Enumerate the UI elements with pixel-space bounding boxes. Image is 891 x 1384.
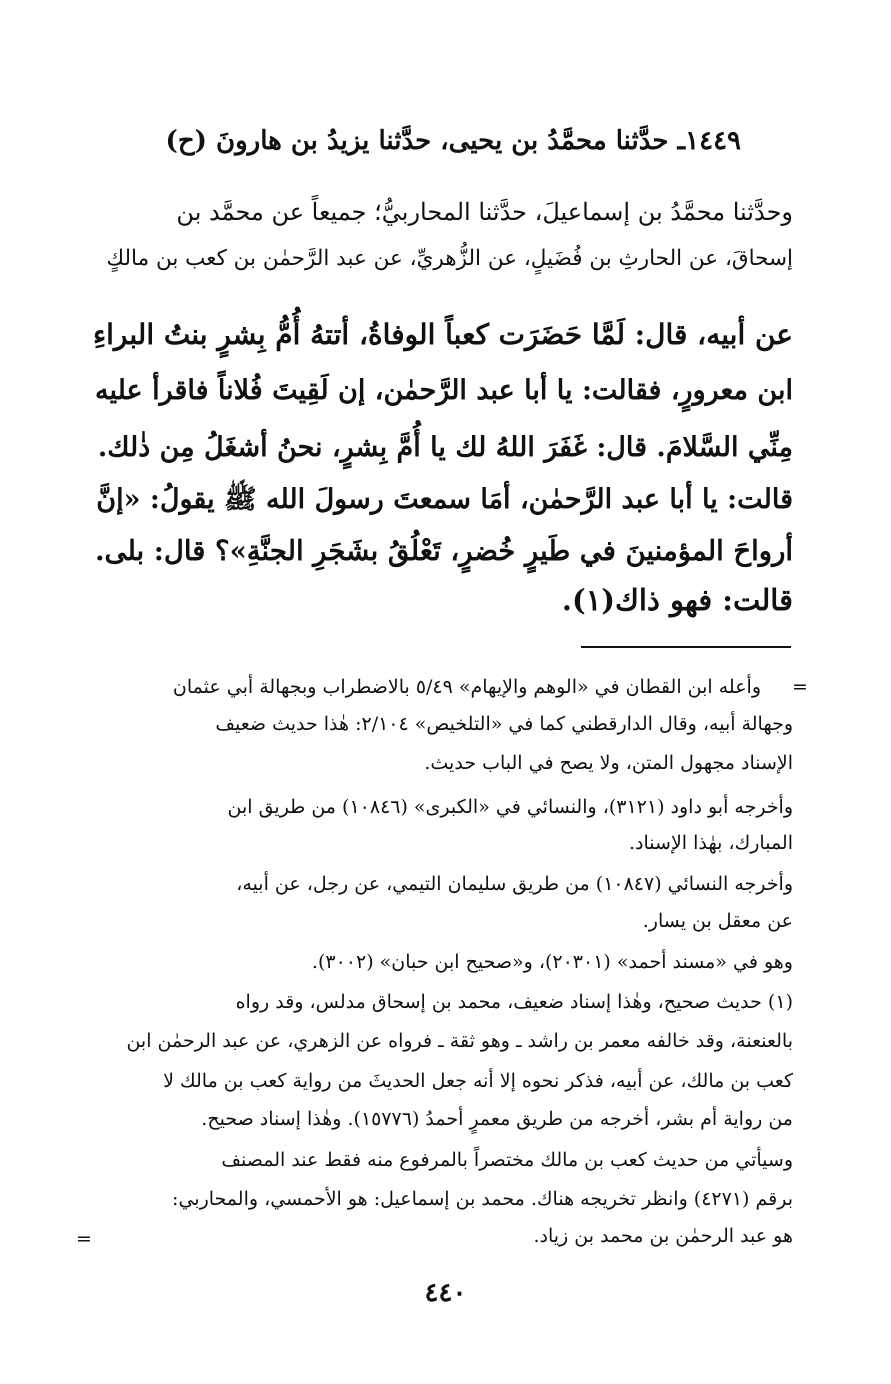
matn-line-1: عن أبيه، قال: لَمَّا حَضَرَت كعباً الوفاةُ، أتتهُ أُمُّ بِشرٍ بنتُ البراءِ [92,318,793,351]
matn-line-2: ابن معرورٍ، فقالت: يا أبا عبد الرَّحمٰن، إن لَقِيتَ فُلاناً فاقرأ عليه [95,375,793,406]
page-number: ٤٤٠ [424,1278,467,1308]
footnote-line-4: وأخرجه أبو داود (٣١٢١)، والنسائي في «الكبرى» (١٠٨٤٦) من طريق ابن [227,796,793,818]
continuation-mark-bottom: = [76,1228,92,1250]
continuation-mark-top: = [792,676,808,698]
isnad-line-2: إسحاقَ، عن الحارثِ بن فُضَيلٍ، عن الزُّهريِّ، عن عبد الرَّحمٰن بن كعب بن مالكٍ [106,246,793,271]
footnote-line-15: هو عبد الرحمٰن بن محمد بن زياد. [533,1225,793,1247]
footnote-line-5: المبارك، بهٰذا الإسناد. [629,832,793,854]
footnote-line-14: برقم (٤٢٧١) وانظر تخريجه هناك. محمد بن إسماعيل: هو الأحمسي، والمحاربي: [172,1188,793,1210]
matn-line-5: أرواحَ المؤمنينَ في طَيرٍ خُضرٍ، تَعْلُقُ بشَجَرِ الجنَّةِ»؟ قال: بلى. [94,535,793,567]
footnote-line-11: كعب بن مالك، عن أبيه، فذكر نحوه إلا أنه جعل الحديثَ من رواية كعب بن مالك لا [163,1070,793,1092]
footnote-line-12: من رواية أم بشر، أخرجه من طريق معمرٍ أحمدُ (١٥٧٧٦). وهٰذا إسناد صحيح. [201,1108,793,1130]
isnad-line-1: وحدَّثنا محمَّدُ بن إسماعيلَ، حدَّثنا المحاربيُّ؛ جميعاً عن محمَّد بن [176,198,793,226]
matn-line-4: قالت: يا أبا عبد الرَّحمٰن، أمَا سمعتَ رسولَ الله ﷺ يقولُ: «إنَّ [96,484,793,515]
footnote-line-9: (١) حديث صحيح، وهٰذا إسناد ضعيف، محمد بن إسحاق مدلس، وقد رواه [235,991,793,1013]
footnote-line-8: وهو في «مسند أحمد» (٢٠٣٠١)، و«صحيح ابن حبان» (٣٠٠٢). [311,951,793,973]
footnote-line-10: بالعنعنة، وقد خالفه معمر بن راشد ـ وهو ثقة ـ فرواه عن الزهري، عن عبد الرحمٰن ابن [126,1030,793,1052]
footnote-line-13: وسيأتي من حديث كعب بن مالك مختصراً بالمرفوع منه فقط عند المصنف [221,1149,793,1171]
footnote-divider [581,646,791,648]
hadith-header: ١٤٤٩ـ حدَّثنا محمَّدُ بن يحيى، حدَّثنا يزيدُ بن هارونَ (ح) [165,126,741,156]
footnote-line-6: وأخرجه النسائي (١٠٨٤٧) من طريق سليمان التيمي، عن رجل، عن أبيه، [236,873,793,895]
footnote-line-7: عن معقل بن يسار. [642,910,793,932]
matn-line-3: مِنِّي السَّلامَ. قال: غَفَرَ اللهُ لك يا أُمَّ بِشرٍ، نحنُ أشغَلُ مِن ذٰلك. [97,432,793,463]
footnote-line-1: وأعله ابن القطان في «الوهم والإيهام» ٥/٤٩ بالاضطراب وبجهالة أبي عثمان [172,676,761,698]
matn-line-6: قالت: فهو ذاك(١). [561,583,793,617]
footnote-line-3: الإسناد مجهول المتن، ولا يصح في الباب حديث. [424,752,793,774]
footnote-line-2: وجهالة أبيه، وقال الدارقطني كما في «التلخيص» ٢/١٠٤: هٰذا حديث ضعيف [215,713,793,735]
